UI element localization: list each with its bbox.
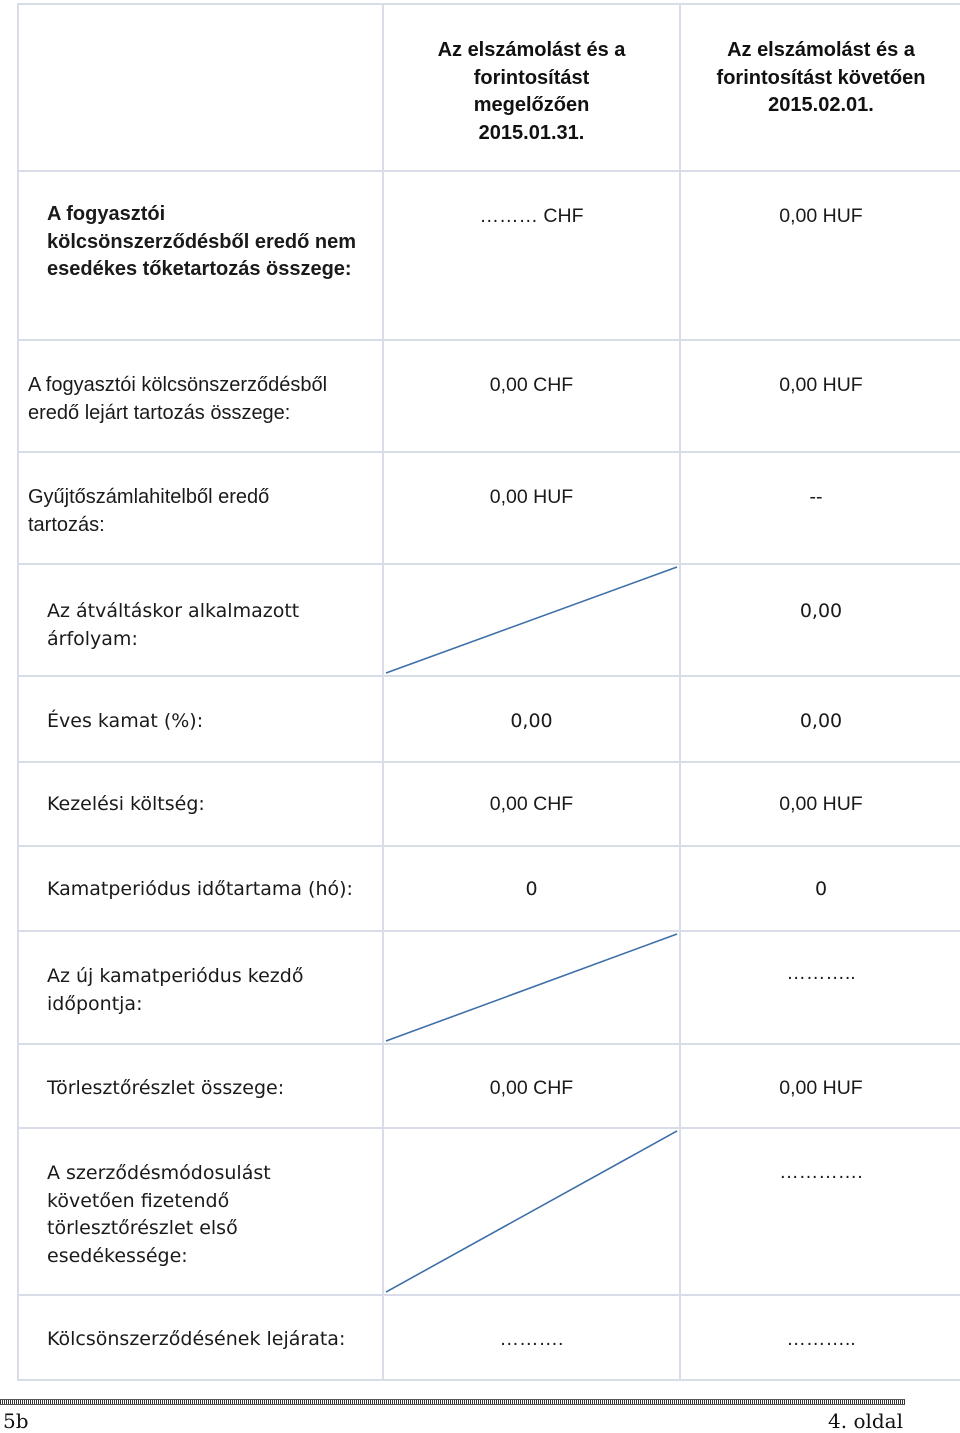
value-before: ………. [499, 1328, 564, 1350]
row-label: Kezelési költség: [47, 793, 205, 815]
table-row [18, 931, 960, 1044]
row-label: Törlesztőrészlet összege: [47, 1077, 285, 1099]
value-after: 0,00 [799, 600, 843, 622]
value-before: ……… CHF [479, 205, 584, 227]
value-after: 0,00 HUF [779, 374, 863, 396]
diagonal-strike [384, 565, 679, 675]
value-before: 0,00 CHF [489, 793, 574, 815]
value-after: 0,00 HUF [779, 793, 863, 815]
row-label: Kamatperiódus időtartama (hó): [47, 878, 353, 900]
table-row [18, 1295, 960, 1380]
value-after: 0 [814, 878, 828, 900]
header-before-label: Az elszámolást és a forintosítást megelőzően 2015.01.31. [437, 39, 626, 144]
value-before: 0,00 CHF [489, 1077, 574, 1099]
value-before: 0,00 HUF [489, 486, 574, 508]
header-row [18, 4, 960, 171]
value-before: 0,00 [510, 710, 553, 732]
table-row [18, 564, 960, 676]
header-empty-cell [18, 4, 383, 171]
value-after: 0,00 HUF [779, 205, 863, 227]
header-after-label: Az elszámolást és a forintosítást követően 2015.02.01. [716, 39, 926, 116]
table-row [18, 340, 960, 452]
table-row [18, 452, 960, 564]
footer-divider [0, 1399, 905, 1405]
value-before: 0,00 CHF [489, 374, 574, 396]
value-after: 0,00 [799, 710, 843, 732]
not-applicable-cell [383, 931, 680, 1044]
table-row [18, 1128, 960, 1295]
value-before: 0 [525, 878, 538, 900]
footer-code: 5b [3, 1409, 29, 1433]
contract-comparison-table [17, 3, 960, 1381]
row-label: A fogyasztói kölcsönszerződésből eredő lejárt tartozás összege: [28, 374, 328, 424]
row-label: Éves kamat (%): [47, 710, 204, 732]
table-row [18, 676, 960, 762]
header-after [680, 4, 960, 171]
value-after: ……….. [786, 962, 856, 984]
value-after: …………. [779, 1161, 863, 1183]
page-number: 4. oldal [828, 1409, 903, 1433]
row-label: Az átváltáskor alkalmazott árfolyam: [47, 600, 300, 650]
row-label: Kölcsönszerződésének lejárata: [47, 1328, 346, 1350]
table-row [18, 846, 960, 931]
diagonal-strike [384, 932, 679, 1043]
not-applicable-cell [383, 564, 680, 676]
row-label: Az új kamatperiódus kezdő időpontja: [47, 965, 304, 1015]
table-row [18, 1044, 960, 1128]
value-after: 0,00 HUF [779, 1077, 863, 1099]
row-label: A szerződésmódosulást követően fizetendő törlesztőrészlet első esedékessége: [47, 1162, 271, 1267]
row-label: A fogyasztói kölcsönszerződésből eredő nem esedékes tőketartozás összege: [47, 203, 356, 280]
value-after: ……….. [786, 1328, 856, 1350]
row-label: Gyűjtőszámlahitelből eredő tartozás: [28, 486, 270, 536]
table-row [18, 171, 960, 340]
diagonal-strike [384, 1129, 679, 1294]
value-after: -- [809, 486, 823, 508]
not-applicable-cell [383, 1128, 680, 1295]
header-before [383, 4, 680, 171]
table-row [18, 762, 960, 846]
